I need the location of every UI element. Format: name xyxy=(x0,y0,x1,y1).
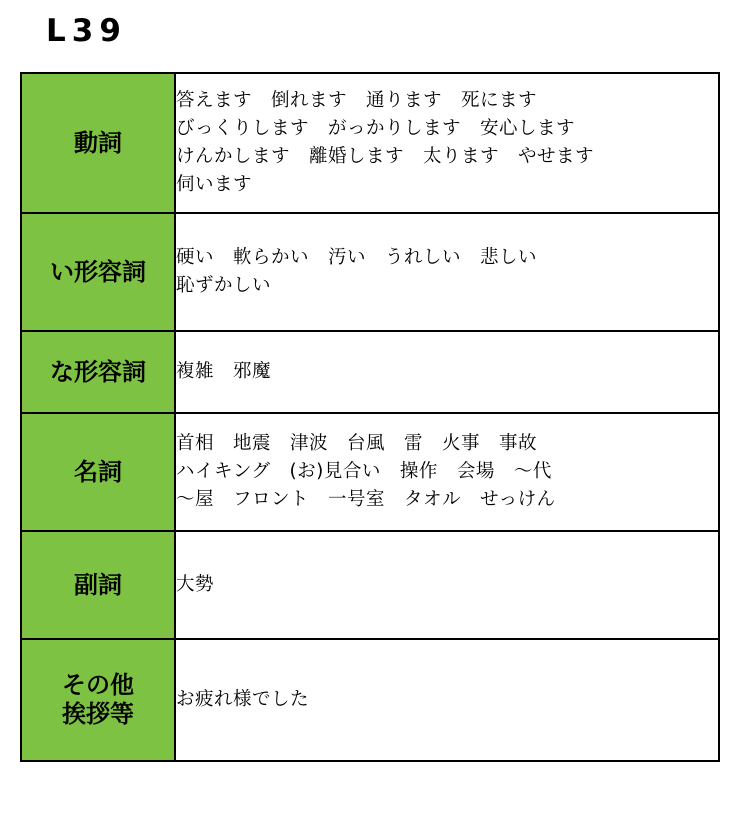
category-line: な形容詞 xyxy=(50,357,146,386)
category-line: 副詞 xyxy=(74,570,122,599)
word-line: びっくりします がっかりします 安心します xyxy=(176,117,576,139)
words-i-adjective xyxy=(175,213,719,331)
category-label-noun xyxy=(21,413,175,531)
word-line: 恥ずかしい xyxy=(176,275,272,296)
category-label-other-greetings xyxy=(21,639,175,761)
table-row xyxy=(21,331,719,413)
words-noun xyxy=(175,413,719,531)
table-row xyxy=(21,639,719,761)
words-na-adjective xyxy=(175,331,719,413)
category-line: 挨拶等 xyxy=(62,700,134,728)
table-row xyxy=(21,531,719,639)
table-row xyxy=(21,73,719,213)
word-line: 首相 地震 津波 台風 雷 火事 事故 xyxy=(176,432,538,454)
category-label-verb xyxy=(21,73,175,213)
word-line: 答えます 倒れます 通ります 死にます xyxy=(176,89,538,111)
table-row xyxy=(21,413,719,531)
table-row xyxy=(21,213,719,331)
category-line: その他 xyxy=(62,671,134,700)
category-line: い形容詞 xyxy=(50,257,146,286)
category-label-adverb xyxy=(21,531,175,639)
category-line: 名詞 xyxy=(74,457,122,486)
page-title: L39 xyxy=(46,13,127,49)
word-line: ハイキング (お)見合い 操作 会場 〜代 xyxy=(176,460,552,482)
word-line: 伺います xyxy=(176,174,253,196)
word-line: 複雑 邪魔 xyxy=(176,360,272,382)
words-verb xyxy=(175,73,719,213)
word-line: 硬い 軟らかい 汚い うれしい 悲しい xyxy=(176,246,538,268)
category-label-na-adjective xyxy=(21,331,175,413)
word-line: 〜屋 フロント 一号室 タオル せっけん xyxy=(176,489,556,511)
words-other-greetings xyxy=(175,639,719,761)
word-line: 大勢 xyxy=(176,573,215,595)
category-label-i-adjective xyxy=(21,213,175,331)
category-line: 動詞 xyxy=(74,128,122,157)
words-adverb xyxy=(175,531,719,639)
word-line: お疲れ様でした xyxy=(176,688,310,710)
vocabulary-table xyxy=(20,72,720,762)
word-line: けんかします 離婚します 太ります やせます xyxy=(176,146,595,167)
